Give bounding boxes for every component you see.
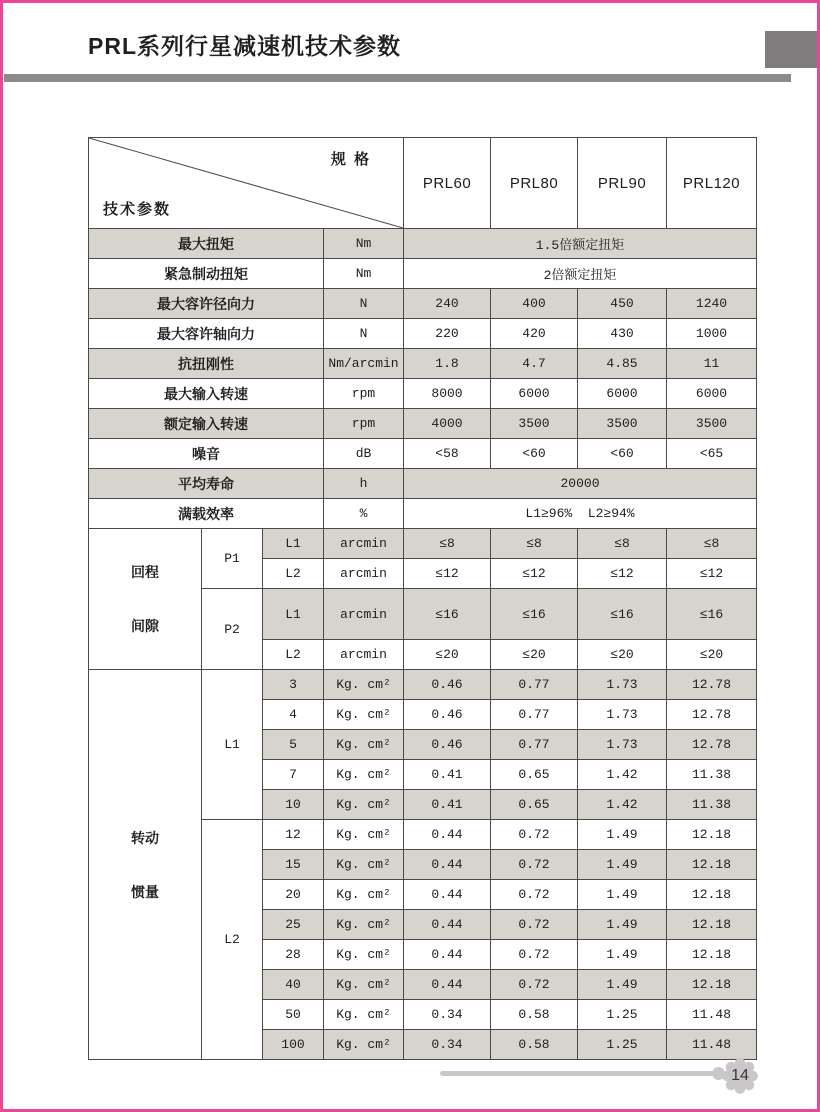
ratio-range: L2 <box>263 640 324 670</box>
param-value: 12.78 <box>667 730 757 760</box>
param-value: 1.42 <box>578 760 667 790</box>
param-value: 12.78 <box>667 700 757 730</box>
param-value: 11.48 <box>667 1030 757 1060</box>
param-unit: Kg. cm² <box>324 760 404 790</box>
param-unit: Kg. cm² <box>324 880 404 910</box>
param-unit: % <box>324 499 404 529</box>
param-value: 12.18 <box>667 820 757 850</box>
gear-ratio: 100 <box>263 1030 324 1060</box>
param-value: 0.34 <box>404 1000 491 1030</box>
param-unit: Kg. cm² <box>324 1030 404 1060</box>
param-value: 430 <box>578 319 667 349</box>
param-value: 0.72 <box>491 910 578 940</box>
inertia-group-line1: 转动 <box>131 829 159 846</box>
param-value: 0.46 <box>404 730 491 760</box>
param-value: 6000 <box>491 379 578 409</box>
param-value: 1.49 <box>578 880 667 910</box>
param-value: ≤8 <box>491 529 578 559</box>
corner-decoration-block <box>765 31 817 68</box>
param-value: 12.18 <box>667 850 757 880</box>
param-unit: Kg. cm² <box>324 970 404 1000</box>
gear-ratio: 15 <box>263 850 324 880</box>
table-row <box>89 499 757 529</box>
param-value: ≤12 <box>404 559 491 589</box>
column-header-prl80: PRL80 <box>491 138 578 229</box>
param-unit: Nm <box>324 229 404 259</box>
param-unit: rpm <box>324 409 404 439</box>
gear-ratio: 7 <box>263 760 324 790</box>
param-unit: arcmin <box>324 589 404 640</box>
param-value: <60 <box>491 439 578 469</box>
param-value: 0.65 <box>491 760 578 790</box>
gear-ratio: 5 <box>263 730 324 760</box>
gear-ratio: 25 <box>263 910 324 940</box>
column-header-prl60: PRL60 <box>404 138 491 229</box>
param-value: <60 <box>578 439 667 469</box>
param-unit: rpm <box>324 379 404 409</box>
gear-ratio: 40 <box>263 970 324 1000</box>
diagonal-corner-cell <box>89 138 404 229</box>
inertia-group-label <box>89 670 202 1060</box>
param-unit: Kg. cm² <box>324 820 404 850</box>
param-value: 1240 <box>667 289 757 319</box>
param-unit: dB <box>324 439 404 469</box>
param-value: 11 <box>667 349 757 379</box>
table-row <box>89 289 757 319</box>
param-label: 平均寿命 <box>89 469 324 499</box>
param-value: ≤20 <box>404 640 491 670</box>
param-unit: Kg. cm² <box>324 730 404 760</box>
param-value: <65 <box>667 439 757 469</box>
param-value: 1.42 <box>578 790 667 820</box>
param-value: ≤16 <box>491 589 578 640</box>
param-value: 3500 <box>667 409 757 439</box>
param-value: 0.72 <box>491 970 578 1000</box>
stage-label-l2: L2 <box>202 820 263 1060</box>
param-value: 4.85 <box>578 349 667 379</box>
gear-ratio: 12 <box>263 820 324 850</box>
stage-label-p1: P1 <box>202 529 263 589</box>
param-value: 420 <box>491 319 578 349</box>
param-unit: N <box>324 319 404 349</box>
param-unit: N <box>324 289 404 319</box>
corner-spec-label: 规 格 <box>330 151 371 168</box>
param-value: 1.25 <box>578 1000 667 1030</box>
param-unit: Kg. cm² <box>324 790 404 820</box>
param-value: 0.34 <box>404 1030 491 1060</box>
ratio-range: L1 <box>263 589 324 640</box>
backlash-group-line1: 回程 <box>131 564 159 580</box>
corner-param-label: 技术参数 <box>103 201 172 218</box>
param-value: 0.58 <box>491 1000 578 1030</box>
param-label: 最大扭矩 <box>89 229 324 259</box>
param-value: 11.48 <box>667 1000 757 1030</box>
param-value: 4.7 <box>491 349 578 379</box>
table-row <box>89 319 757 349</box>
page-number-gear-badge <box>718 1054 762 1098</box>
ratio-range: L1 <box>263 529 324 559</box>
param-unit: Kg. cm² <box>324 910 404 940</box>
param-label: 最大容许轴向力 <box>89 319 324 349</box>
gear-ratio: 4 <box>263 700 324 730</box>
param-span-value: 2倍额定扭矩 <box>404 259 757 289</box>
param-value: 0.46 <box>404 670 491 700</box>
param-unit: h <box>324 469 404 499</box>
backlash-group-label <box>89 529 202 670</box>
param-value: 6000 <box>667 379 757 409</box>
param-value: 0.41 <box>404 760 491 790</box>
param-value: 220 <box>404 319 491 349</box>
param-unit: arcmin <box>324 559 404 589</box>
gear-ratio: 20 <box>263 880 324 910</box>
param-value: 0.77 <box>491 700 578 730</box>
param-unit: arcmin <box>324 529 404 559</box>
param-value: 1.73 <box>578 700 667 730</box>
param-value: 400 <box>491 289 578 319</box>
param-value: 1.8 <box>404 349 491 379</box>
param-value: 1.73 <box>578 670 667 700</box>
param-value: 1.49 <box>578 910 667 940</box>
param-label: 噪音 <box>89 439 324 469</box>
param-value: 0.72 <box>491 820 578 850</box>
param-value: 12.18 <box>667 910 757 940</box>
param-value: 1.73 <box>578 730 667 760</box>
table-row <box>89 409 757 439</box>
param-value: 8000 <box>404 379 491 409</box>
param-value: 0.41 <box>404 790 491 820</box>
title-divider-bar <box>4 74 791 82</box>
param-value: 0.44 <box>404 880 491 910</box>
param-value: 1.49 <box>578 970 667 1000</box>
param-value: 11.38 <box>667 760 757 790</box>
param-value: 0.46 <box>404 700 491 730</box>
param-unit: Kg. cm² <box>324 1000 404 1030</box>
param-value: ≤12 <box>491 559 578 589</box>
table-row <box>89 229 757 259</box>
param-value: 0.44 <box>404 850 491 880</box>
param-value: ≤20 <box>578 640 667 670</box>
inertia-group-line2: 惯量 <box>131 883 159 900</box>
param-value: 1.25 <box>578 1030 667 1060</box>
param-value: ≤12 <box>578 559 667 589</box>
param-value: 0.44 <box>404 940 491 970</box>
param-label: 最大输入转速 <box>89 379 324 409</box>
param-value: 12.18 <box>667 970 757 1000</box>
gear-ratio: 3 <box>263 670 324 700</box>
table-row <box>89 439 757 469</box>
param-unit: Kg. cm² <box>324 850 404 880</box>
param-label: 满载效率 <box>89 499 324 529</box>
param-unit: Kg. cm² <box>324 700 404 730</box>
param-label: 紧急制动扭矩 <box>89 259 324 289</box>
param-unit: Nm <box>324 259 404 289</box>
table-header-row <box>89 138 757 229</box>
param-value: ≤8 <box>578 529 667 559</box>
param-value: ≤16 <box>667 589 757 640</box>
footer-rule-line <box>440 1071 720 1076</box>
param-value: 0.58 <box>491 1030 578 1060</box>
param-value: 0.77 <box>491 730 578 760</box>
param-span-value: L1≥96% L2≥94% <box>404 499 757 529</box>
param-span-value: 1.5倍额定扭矩 <box>404 229 757 259</box>
stage-label-l1: L1 <box>202 670 263 820</box>
param-unit: Nm/arcmin <box>324 349 404 379</box>
param-value: 11.38 <box>667 790 757 820</box>
param-value: 1.49 <box>578 850 667 880</box>
param-value: 0.44 <box>404 910 491 940</box>
param-value: 0.65 <box>491 790 578 820</box>
param-value: 1000 <box>667 319 757 349</box>
param-value: ≤16 <box>404 589 491 640</box>
column-header-prl120: PRL120 <box>667 138 757 229</box>
param-unit: Kg. cm² <box>324 670 404 700</box>
param-value: 3500 <box>491 409 578 439</box>
table-row <box>89 670 757 700</box>
table-row <box>89 259 757 289</box>
param-unit: Kg. cm² <box>324 940 404 970</box>
param-value: 12.18 <box>667 940 757 970</box>
param-value: ≤16 <box>578 589 667 640</box>
gear-ratio: 10 <box>263 790 324 820</box>
stage-label-p2: P2 <box>202 589 263 670</box>
param-value: 12.18 <box>667 880 757 910</box>
param-label: 额定输入转速 <box>89 409 324 439</box>
gear-ratio: 50 <box>263 1000 324 1030</box>
param-value: 12.78 <box>667 670 757 700</box>
param-value: 0.72 <box>491 850 578 880</box>
param-value: 240 <box>404 289 491 319</box>
column-header-prl90: PRL90 <box>578 138 667 229</box>
gear-ratio: 28 <box>263 940 324 970</box>
param-value: ≤12 <box>667 559 757 589</box>
param-value: 1.49 <box>578 820 667 850</box>
page-title: PRL系列行星减速机技术参数 <box>88 33 401 59</box>
table-row <box>89 529 757 559</box>
ratio-range: L2 <box>263 559 324 589</box>
param-value: 0.77 <box>491 670 578 700</box>
param-label: 抗扭刚性 <box>89 349 324 379</box>
param-value: 3500 <box>578 409 667 439</box>
param-value: 6000 <box>578 379 667 409</box>
table-row <box>89 379 757 409</box>
param-value: 0.44 <box>404 970 491 1000</box>
param-value: 0.72 <box>491 880 578 910</box>
param-value: ≤8 <box>404 529 491 559</box>
param-value: ≤20 <box>667 640 757 670</box>
param-value: ≤8 <box>667 529 757 559</box>
param-unit: arcmin <box>324 640 404 670</box>
param-value: 0.44 <box>404 820 491 850</box>
param-value: 1.49 <box>578 940 667 970</box>
param-value: <58 <box>404 439 491 469</box>
param-span-value: 20000 <box>404 469 757 499</box>
page-number: 14 <box>731 1067 749 1084</box>
table-row <box>89 349 757 379</box>
param-value: ≤20 <box>491 640 578 670</box>
param-value: 450 <box>578 289 667 319</box>
spec-table <box>88 137 757 1060</box>
table-row <box>89 469 757 499</box>
param-label: 最大容许径向力 <box>89 289 324 319</box>
param-value: 0.72 <box>491 940 578 970</box>
param-value: 4000 <box>404 409 491 439</box>
backlash-group-line2: 间隙 <box>131 618 159 634</box>
